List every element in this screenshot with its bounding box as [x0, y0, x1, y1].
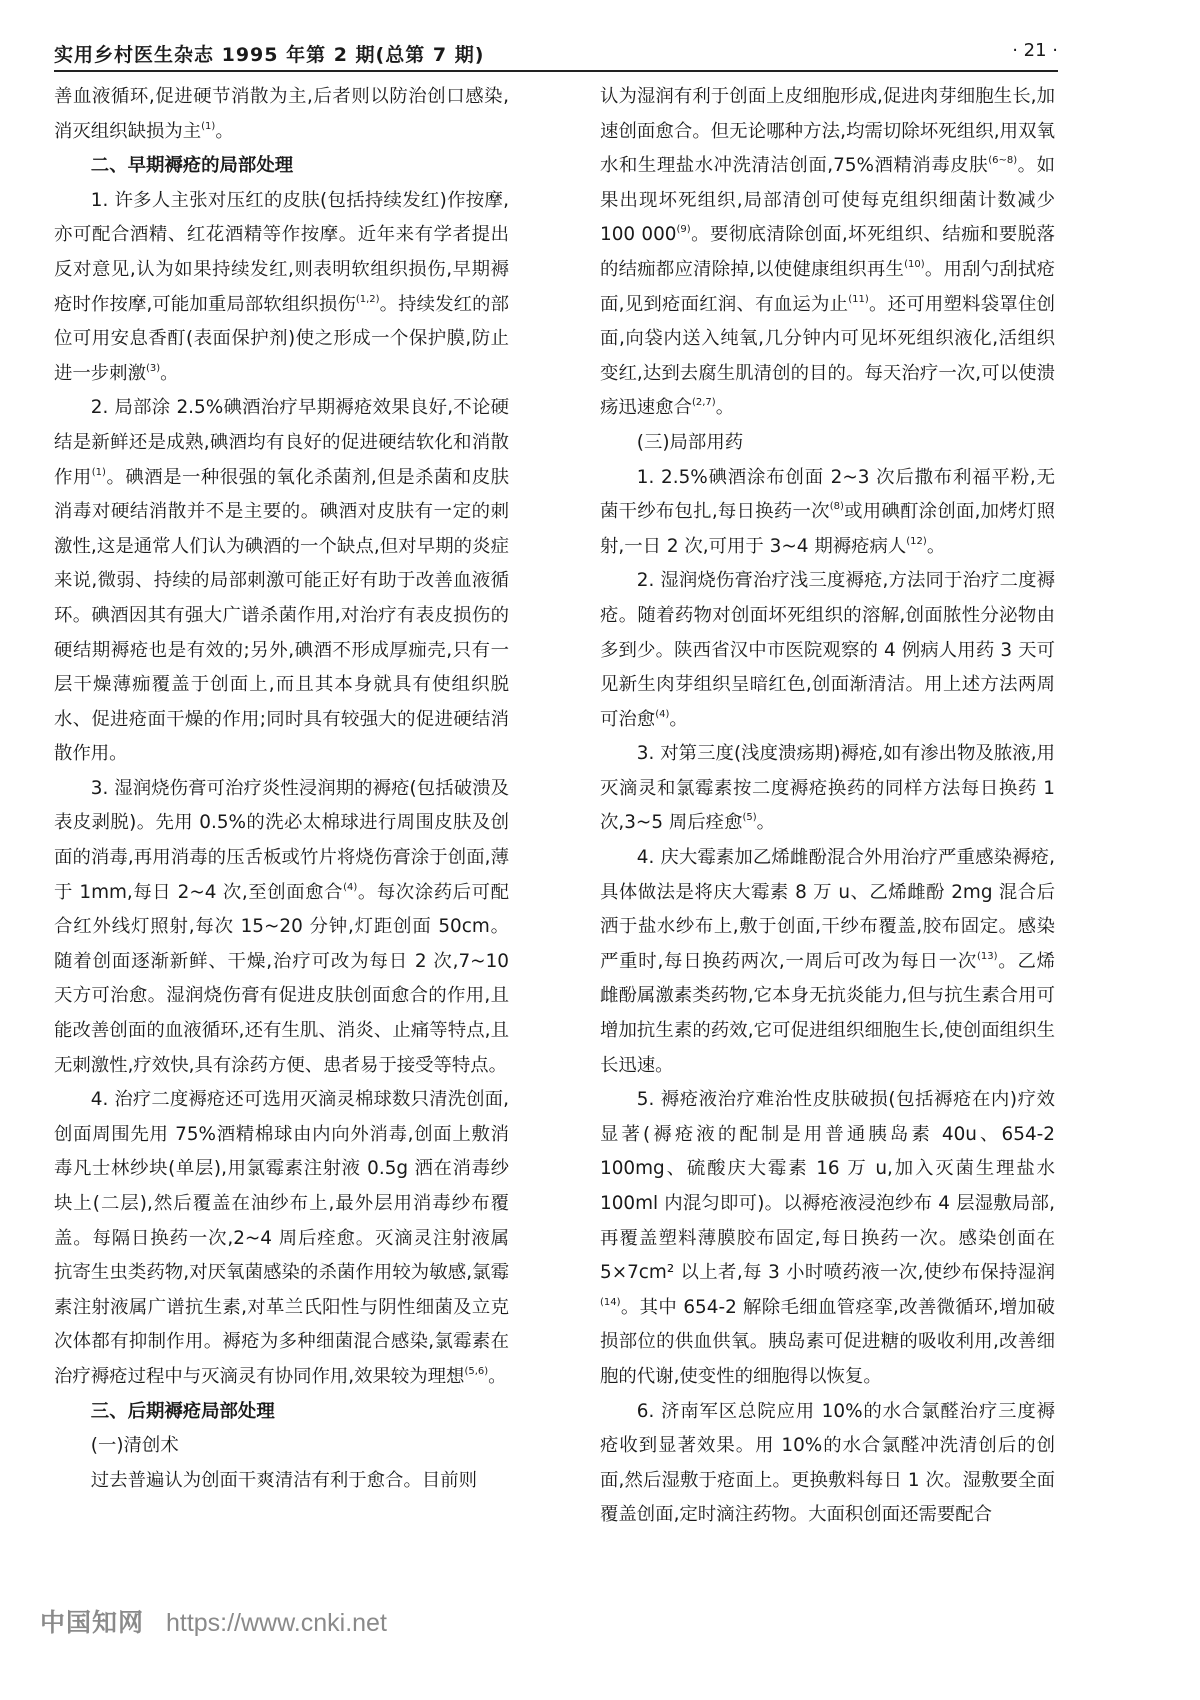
citation[interactable]: (12) — [906, 535, 927, 547]
paragraph: 5. 褥疮液治疗难治性皮肤破损(包括褥疮在内)疗效显著(褥疮液的配制是用普通胰岛素 40u、654-2 100mg、硫酸庆大霉素 16 万 u,加入灭菌生理盐水 100ml 内混匀即可)。以褥疮液浸泡纱布 4 层湿敷局部,再覆盖塑料薄膜胶布固定,每日换药一次。感染创面在 5×7cm² 以上者,每 3 小时喷药液一次,使纱布保持湿润$^{(14)}$。其中 654-2 解除毛细血管痉挛,改善微循环,增加破损部位的供血供氧。胰岛素可促进糖的吸收利用,改善细胞的代谢,使变性的细胞得以恢复。 — [600, 1089, 1055, 1387]
citation[interactable]: (3) — [145, 362, 161, 374]
paragraph: 3. 对第三度(浅度溃疡期)褥疮,如有渗出物及脓液,用灭滴灵和氯霉素按二度褥疮换药的同样方法每日换药 1 次,3~5 周后痊愈$^{(5)}$。 — [600, 743, 1055, 834]
right-column — [600, 80, 1055, 1533]
paragraph: 2. 局部涂 2.5%碘酒治疗早期褥疮效果良好,不论硬结是新鲜还是成熟,碘酒均有良好的促进硬结软化和消散作用$^{(1)}$。碘酒是一种很强的氧化杀菌剂,但是杀菌和皮肤消毒对硬结消散并不是主要的。碘酒对皮肤有一定的刺激性,这是通常人们认为碘酒的一个缺点,但对早期的炎症来说,微弱、持续的局部刺激可能正好有助于改善血液循环。碘酒因其有强大广谱杀菌作用,对治疗有表皮损伤的硬结期褥疮也是有效的;另外,碘酒不形成厚痂壳,只有一层干燥薄痂覆盖于创面上,而且其本身就具有使组织脱水、促进疮面干燥的作用;同时具有较强大的促进硬结消散作用。 — [54, 397, 509, 765]
citation[interactable]: (1,2) — [355, 293, 380, 305]
citation[interactable]: (10) — [904, 258, 925, 270]
paragraph: 1. 2.5%碘酒涂布创面 2~3 次后撒布利福平粉,无菌干纱布包扎,每日换药一次$^{(8)}$或用碘酊涂创面,加烤灯照射,一日 2 次,可用于 3~4 期褥疮病人$^{(12)}$。 — [600, 466, 1055, 557]
citation[interactable]: (9) — [676, 224, 691, 236]
section-heading: 二、早期褥疮的局部处理 — [90, 155, 294, 177]
journal-title: 实用乡村医生杂志 1995 年第 2 期(总第 7 期) — [54, 44, 485, 66]
citation[interactable]: (13) — [977, 950, 998, 962]
citation[interactable]: (8) — [829, 501, 844, 513]
citation[interactable]: (2,7) — [691, 397, 716, 409]
citation[interactable]: (5,6) — [464, 1365, 489, 1377]
paragraph: 3. 湿润烧伤膏可治疗炎性浸润期的褥疮(包括破溃及表皮剥脱)。先用 0.5%的洗必太棉球进行周围皮肤及创面的消毒,再用消毒的压舌板或竹片将烧伤膏涂于创面,薄于 1mm,每日 2~4 次,至创面愈合$^{(4)}$。每次涂药后可配合红外线灯照射,每次 15~20 分钟,灯距创面 50cm。随着创面逐渐新鲜、干燥,治疗可改为每日 2 次,7~10 天方可治愈。湿润烧伤膏有促进皮肤创面愈合的作用,且能改善创面的血液循环,还有生肌、消炎、止痛等特点,且无刺激性,疗效快,具有涂药方便、患者易于接受等特点。 — [54, 777, 509, 1076]
subsection-heading: (三)局部用药 — [636, 431, 744, 453]
subsection-heading: (一)清创术 — [90, 1435, 179, 1457]
citation[interactable]: (1) — [201, 120, 216, 132]
paragraph: 4. 庆大霉素加乙烯雌酚混合外用治疗严重感染褥疮,具体做法是将庆大霉素 8 万 u、乙烯雌酚 2mg 混合后洒于盐水纱布上,敷于创面,干纱布覆盖,胶布固定。感染严重时,每日换药两次,一周后可改为每日一次$^{(13)}$。乙烯雌酚属激素类药物,它本身无抗炎能力,但与抗生素合用可增加抗生素的药效,它可促进组织细胞生长,使创面组织生长迅速。 — [600, 847, 1055, 1076]
section-heading: 三、后期褥疮局部处理 — [90, 1400, 275, 1422]
paragraph: 过去普遍认为创面干爽清洁有利于愈合。目前则 — [90, 1469, 478, 1491]
paragraph: 认为湿润有利于创面上皮细胞形成,促进肉芽细胞生长,加速创面愈合。但无论哪种方法,均需切除坏死组织,用双氧水和生理盐水冲洗清洁创面,75%酒精消毒皮肤$^{(6\sim 8)}$。如果出现坏死组织,局部清创可使每克组织细菌计数减少 100 000$^{(9)}$。要彻底清除创面,坏死组织、结痂和要脱落的结痂都应清除掉,以使健康组织再生$^{(10)}$。用刮勺刮拭疮面,见到疮面红润、有血运为止$^{(11)}$。还可用塑料袋罩住创面,向袋内送入纯氧,几分钟内可见坏死组织液化,活组织变红,达到去腐生肌清创的目的。每天治疗一次,可以使溃疡迅速愈合$^{(2,7)}$。 — [600, 86, 1055, 419]
paragraph: 善血液循环,促进硬节消散为主,后者则以防治创口感染,消灭组织缺损为主$^{(1)}$。 — [54, 86, 509, 142]
citation[interactable]: (4) — [655, 708, 670, 720]
page-header — [54, 40, 1058, 72]
citation[interactable]: (6~8) — [988, 155, 1018, 167]
citation[interactable]: (1) — [91, 466, 106, 478]
paragraph: 4. 治疗二度褥疮还可选用灭滴灵棉球数只清洗创面,创面周围先用 75%酒精棉球由内向外消毒,创面上敷消毒凡士林纱块(单层),用氯霉素注射液 0.5g 洒在消毒纱块上(二层),然后覆盖在油纱布上,最外层用消毒纱布覆盖。每隔日换药一次,2~4 周后痊愈。灭滴灵注射液属抗寄生虫类药物,对厌氧菌感染的杀菌作用较为敏感,氯霉素注射液属广谱抗生素,对革兰氏阳性与阴性细菌及立克次体都有抑制作用。褥疮为多种细菌混合感染,氯霉素在治疗褥疮过程中与灭滴灵有协同作用,效果较为理想$^{(5,6)}$。 — [54, 1089, 509, 1387]
cnki-brand: 中国知网 — [40, 1608, 145, 1637]
citation[interactable]: (4) — [343, 881, 358, 893]
cnki-url[interactable]: https://www.cnki.net — [165, 1609, 387, 1637]
page-number: · 21 · — [1012, 40, 1058, 61]
citation[interactable]: (5) — [742, 812, 757, 824]
citation[interactable]: (11) — [848, 293, 869, 305]
paragraph: 6. 济南军区总院应用 10%的水合氯醛治疗三度褥疮收到显著效果。用 10%的水合氯醛冲洗清创后的创面,然后湿敷于疮面上。更换敷料每日 1 次。湿敷要全面覆盖创面,定时滴注药物。大面积创面还需要配合 — [600, 1400, 1055, 1526]
paragraph: 2. 湿润烧伤膏治疗浅三度褥疮,方法同于治疗二度褥疮。随着药物对创面坏死组织的溶解,创面脓性分泌物由多到少。陕西省汉中市医院观察的 4 例病人用药 3 天可见新生肉芽组织呈暗红色,创面渐清洁。用上述方法两周可治愈$^{(4)}$。 — [600, 570, 1055, 730]
paragraph: 1. 许多人主张对压红的皮肤(包括持续发红)作按摩,亦可配合酒精、红花酒精等作按摩。近年来有学者提出反对意见,认为如果持续发红,则表明软组织损伤,早期褥疮时作按摩,可能加重局部软组织损伤$^{(1,2)}$。持续发红的部位可用安息香酊(表面保护剂)使之形成一个保护膜,防止进一步刺激$^{(3)}$。 — [54, 189, 509, 384]
left-column — [54, 80, 509, 1498]
cnki-watermark — [40, 1603, 387, 1639]
citation[interactable]: (14) — [600, 1296, 621, 1308]
